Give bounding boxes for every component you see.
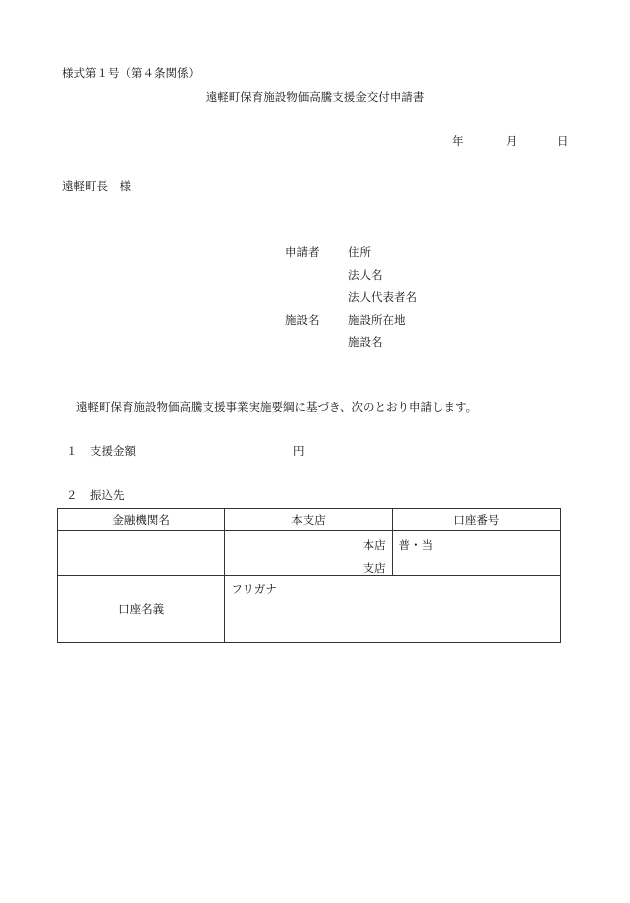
document-title: 遠軽町保育施設物価高騰支援金交付申請書 bbox=[205, 90, 425, 104]
application-statement: 遠軽町保育施設物価高騰支援事業実施要綱に基づき、次のとおり申請します。 bbox=[76, 400, 478, 414]
representative-name-label: 法人代表者名 bbox=[348, 290, 417, 304]
branch-header: 本支店 bbox=[225, 509, 392, 531]
account-holder-cell[interactable] bbox=[225, 576, 561, 643]
furigana-label: フリガナ bbox=[231, 582, 277, 596]
account-holder-label: 口座名義 bbox=[58, 576, 225, 643]
address-label: 住所 bbox=[348, 245, 371, 259]
form-number: 様式第１号（第４条関係） bbox=[62, 66, 200, 80]
support-amount-label: 支援金額 bbox=[90, 444, 136, 458]
addressee: 遠軽町長 様 bbox=[62, 179, 131, 193]
date-day-label: 日 bbox=[557, 134, 569, 148]
date-month-label: 月 bbox=[506, 134, 518, 148]
bank-name-cell[interactable] bbox=[58, 531, 225, 576]
transfer-destination-label: 振込先 bbox=[90, 488, 125, 502]
account-number-header: 口座番号 bbox=[392, 509, 560, 531]
bank-name-header: 金融機関名 bbox=[58, 509, 225, 531]
bank-account-table bbox=[57, 508, 561, 643]
yen-unit: 円 bbox=[293, 444, 305, 458]
table-header-row bbox=[58, 509, 561, 531]
item-2-number: ２ bbox=[66, 488, 78, 502]
date-line bbox=[0, 136, 630, 150]
facility-location-label: 施設所在地 bbox=[348, 313, 406, 327]
bank-info-row bbox=[58, 531, 561, 576]
applicant-label: 申請者 bbox=[285, 245, 320, 259]
main-branch-label: 本店 bbox=[362, 538, 386, 552]
date-year-label: 年 bbox=[452, 134, 464, 148]
item-1-number: １ bbox=[66, 444, 78, 458]
corporation-name-label: 法人名 bbox=[348, 268, 383, 282]
account-type-label: 普・当 bbox=[398, 538, 434, 552]
account-holder-row bbox=[58, 576, 561, 643]
facility-label: 施設名 bbox=[285, 313, 320, 327]
branch-cell[interactable] bbox=[225, 531, 392, 576]
sub-branch-label: 支店 bbox=[362, 561, 386, 575]
facility-name-label: 施設名 bbox=[348, 335, 383, 349]
account-number-cell[interactable] bbox=[392, 531, 560, 576]
